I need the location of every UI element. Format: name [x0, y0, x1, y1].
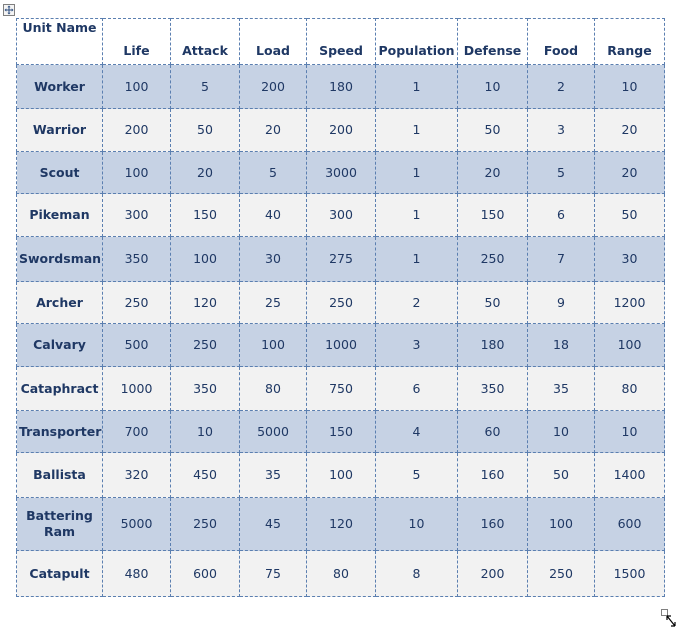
- stat-cell-range: 1500: [595, 551, 665, 597]
- table-header-row: [17, 19, 665, 65]
- stat-cell-load: 200: [240, 65, 307, 109]
- stat-cell-attack: 100: [171, 237, 240, 282]
- stat-cell-range: 30: [595, 237, 665, 282]
- stat-cell-speed: 200: [307, 109, 376, 152]
- stat-cell-range: 50: [595, 194, 665, 237]
- column-header-population: Population: [376, 19, 458, 65]
- table-row: [17, 65, 665, 109]
- stat-cell-load: 25: [240, 282, 307, 324]
- stat-cell-range: 100: [595, 324, 665, 367]
- stat-cell-attack: 600: [171, 551, 240, 597]
- stat-cell-population: 1: [376, 152, 458, 194]
- stat-cell-speed: 150: [307, 411, 376, 453]
- stat-cell-attack: 10: [171, 411, 240, 453]
- table-row: [17, 411, 665, 453]
- stat-cell-range: 20: [595, 152, 665, 194]
- stat-cell-defense: 160: [458, 498, 528, 551]
- table-row: [17, 324, 665, 367]
- stat-cell-range: 80: [595, 367, 665, 411]
- table-row: [17, 367, 665, 411]
- stat-cell-range: 10: [595, 65, 665, 109]
- stat-cell-food: 2: [528, 65, 595, 109]
- stat-cell-attack: 120: [171, 282, 240, 324]
- column-header-attack: Attack: [171, 19, 240, 65]
- stat-cell-speed: 750: [307, 367, 376, 411]
- stat-cell-load: 30: [240, 237, 307, 282]
- stat-cell-load: 35: [240, 453, 307, 498]
- stat-cell-defense: 50: [458, 282, 528, 324]
- stat-cell-defense: 20: [458, 152, 528, 194]
- stat-cell-range: 20: [595, 109, 665, 152]
- column-header-range: Range: [595, 19, 665, 65]
- mouse-cursor-icon: [666, 612, 676, 624]
- stat-cell-speed: 180: [307, 65, 376, 109]
- stat-cell-life: 480: [103, 551, 171, 597]
- stat-cell-life: 100: [103, 152, 171, 194]
- stat-cell-population: 5: [376, 453, 458, 498]
- unit-stats-table: [16, 18, 665, 597]
- stat-cell-defense: 160: [458, 453, 528, 498]
- stat-cell-food: 18: [528, 324, 595, 367]
- stat-cell-load: 5000: [240, 411, 307, 453]
- stat-cell-food: 250: [528, 551, 595, 597]
- stat-cell-speed: 250: [307, 282, 376, 324]
- stat-cell-speed: 120: [307, 498, 376, 551]
- stat-cell-life: 320: [103, 453, 171, 498]
- unit-name-cell: Archer: [17, 282, 103, 324]
- table-row: [17, 498, 665, 551]
- stat-cell-attack: 20: [171, 152, 240, 194]
- unit-name-cell: Warrior: [17, 109, 103, 152]
- stat-cell-food: 35: [528, 367, 595, 411]
- stat-cell-life: 250: [103, 282, 171, 324]
- table-row: [17, 282, 665, 324]
- stat-cell-attack: 150: [171, 194, 240, 237]
- stat-cell-population: 1: [376, 194, 458, 237]
- stat-cell-attack: 350: [171, 367, 240, 411]
- unit-name-cell: Pikeman: [17, 194, 103, 237]
- table-row: [17, 109, 665, 152]
- table-row: [17, 237, 665, 282]
- stat-cell-load: 80: [240, 367, 307, 411]
- stat-cell-defense: 50: [458, 109, 528, 152]
- stat-cell-load: 45: [240, 498, 307, 551]
- stat-cell-defense: 250: [458, 237, 528, 282]
- stat-cell-life: 500: [103, 324, 171, 367]
- stat-cell-speed: 80: [307, 551, 376, 597]
- stat-cell-life: 5000: [103, 498, 171, 551]
- stat-cell-range: 1200: [595, 282, 665, 324]
- unit-name-cell: Swordsman: [17, 237, 103, 282]
- unit-name-cell: Transporter: [17, 411, 103, 453]
- stat-cell-defense: 150: [458, 194, 528, 237]
- column-header-defense: Defense: [458, 19, 528, 65]
- table-body: [17, 65, 665, 597]
- unit-name-cell: Calvary: [17, 324, 103, 367]
- column-header-food: Food: [528, 19, 595, 65]
- stat-cell-population: 1: [376, 109, 458, 152]
- stat-cell-speed: 1000: [307, 324, 376, 367]
- unit-name-cell: Cataphract: [17, 367, 103, 411]
- stat-cell-population: 8: [376, 551, 458, 597]
- stat-cell-defense: 200: [458, 551, 528, 597]
- stat-cell-life: 100: [103, 65, 171, 109]
- stat-cell-food: 50: [528, 453, 595, 498]
- unit-name-cell: Catapult: [17, 551, 103, 597]
- unit-name-cell: Ballista: [17, 453, 103, 498]
- column-header-life: Life: [103, 19, 171, 65]
- stat-cell-load: 5: [240, 152, 307, 194]
- stat-cell-attack: 450: [171, 453, 240, 498]
- stat-cell-attack: 250: [171, 498, 240, 551]
- stat-cell-life: 300: [103, 194, 171, 237]
- stat-cell-range: 1400: [595, 453, 665, 498]
- column-header-speed: Speed: [307, 19, 376, 65]
- stat-cell-attack: 50: [171, 109, 240, 152]
- stat-cell-defense: 180: [458, 324, 528, 367]
- stat-cell-food: 6: [528, 194, 595, 237]
- stat-cell-population: 1: [376, 237, 458, 282]
- table-row: [17, 453, 665, 498]
- stat-cell-defense: 350: [458, 367, 528, 411]
- stat-cell-population: 2: [376, 282, 458, 324]
- stat-cell-life: 1000: [103, 367, 171, 411]
- stat-cell-food: 10: [528, 411, 595, 453]
- table-row: [17, 194, 665, 237]
- stat-cell-food: 9: [528, 282, 595, 324]
- table-row: [17, 551, 665, 597]
- stat-cell-life: 700: [103, 411, 171, 453]
- table-row: [17, 152, 665, 194]
- unit-name-cell: Scout: [17, 152, 103, 194]
- stat-cell-speed: 275: [307, 237, 376, 282]
- unit-name-cell: Battering Ram: [17, 498, 103, 551]
- stat-cell-range: 600: [595, 498, 665, 551]
- stat-cell-range: 10: [595, 411, 665, 453]
- stat-cell-population: 3: [376, 324, 458, 367]
- stat-cell-food: 3: [528, 109, 595, 152]
- column-header-unit-name: Unit Name: [17, 19, 103, 65]
- column-header-load: Load: [240, 19, 307, 65]
- stat-cell-speed: 100: [307, 453, 376, 498]
- stat-cell-population: 4: [376, 411, 458, 453]
- stat-cell-load: 100: [240, 324, 307, 367]
- unit-name-cell: Worker: [17, 65, 103, 109]
- stat-cell-population: 10: [376, 498, 458, 551]
- stat-cell-defense: 10: [458, 65, 528, 109]
- stat-cell-load: 40: [240, 194, 307, 237]
- table-move-handle-icon[interactable]: [3, 4, 15, 16]
- stat-cell-life: 200: [103, 109, 171, 152]
- stat-cell-population: 1: [376, 65, 458, 109]
- stat-cell-life: 350: [103, 237, 171, 282]
- stat-cell-population: 6: [376, 367, 458, 411]
- stat-cell-food: 5: [528, 152, 595, 194]
- stat-cell-attack: 5: [171, 65, 240, 109]
- stat-cell-defense: 60: [458, 411, 528, 453]
- stat-cell-speed: 300: [307, 194, 376, 237]
- stat-cell-load: 75: [240, 551, 307, 597]
- stat-cell-food: 100: [528, 498, 595, 551]
- stat-cell-food: 7: [528, 237, 595, 282]
- stat-cell-attack: 250: [171, 324, 240, 367]
- stat-cell-load: 20: [240, 109, 307, 152]
- stat-cell-speed: 3000: [307, 152, 376, 194]
